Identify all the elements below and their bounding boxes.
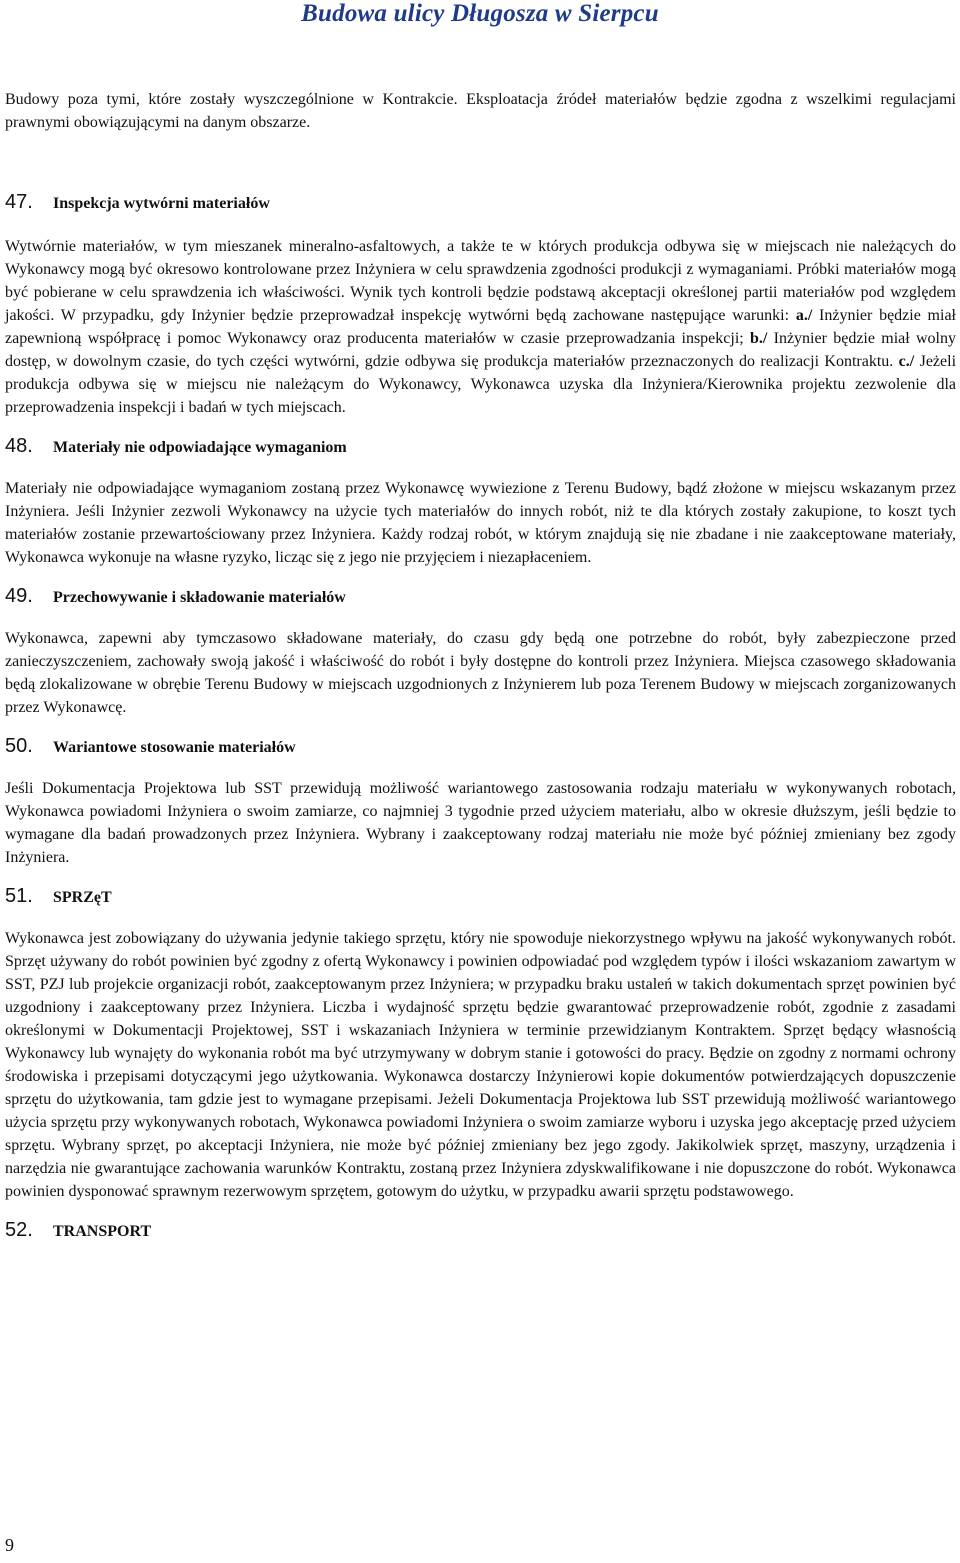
section-paragraph-47 (5, 235, 956, 419)
list-marker-a: a./ (795, 307, 813, 324)
section-heading-48 (5, 435, 956, 459)
intro-paragraph: Budowy poza tymi, które zostały wyszczególnione w Kontrakcie. Eksploatacja źródeł materiałów będzie zgodna z wszelkimi regulacjami prawnymi obowiązującymi na danym obszarze. (5, 91, 956, 131)
section-heading-47 (5, 191, 956, 215)
section-title: Materiały nie odpowiadające wymaganiom (53, 439, 347, 456)
paragraph-text: Wytwórnie materiałów, w tym mieszanek mineralno-asfaltowych, a także te w których produkcja odbywa się w miejscach nie należących do Wykonawcy mogą być okresowo kontrolowane przez Inżyniera w celu sprawdzenia zgodności produkcji z wymaganiami. Próbki materiałów mogą być pobierane w celu sprawdzenia ich właściwości. Wynik tych kontroli będzie podstawą akceptacji określonej partii materiałów pod względem jakości. W przypadku, gdy Inżynier będzie przeprowadzał inspekcję wytwórni będą zachowane następujące warunki: (5, 238, 956, 324)
page-header (0, 0, 960, 28)
document-title: Budowa ulicy Długosza w Sierpcu (301, 0, 659, 27)
section-heading-52 (5, 1219, 956, 1243)
section-number: 52. (5, 1219, 33, 1241)
list-marker-c: c./ (898, 353, 915, 370)
section-heading-50 (5, 735, 956, 759)
section-title: SPRZęT (53, 889, 112, 906)
section-number: 47. (5, 191, 33, 213)
paragraph-text: Inżynier będzie miał wolny dostęp, w dowolnym czasie, do tych części wytwórni, gdzie odbywa się produkcja materiałów przeznaczonych do realizacji Kontraktu. (5, 330, 956, 370)
list-marker-b: b./ (750, 330, 768, 347)
section-title: Inspekcja wytwórni materiałów (53, 195, 270, 212)
section-paragraph-51: Wykonawca jest zobowiązany do używania jedynie takiego sprzętu, który nie spowoduje niekorzystnego wpływu na jakość wykonywanych robót. Sprzęt używany do robót powinien być zgodny z ofertą Wykonawcy i powinien odpowiadać pod względem typów i ilości wskazaniom zawartym w SST, PZJ lub projekcie organizacji robót, zaakceptowanym przez Inżyniera; w przypadku braku ustaleń w takich dokumentach sprzęt powinien być uzgodniony i zaakceptowany przez Inżyniera. Liczba i wydajność sprzętu będzie gwarantować przeprowadzenie robót, zgodnie z zasadami określonymi w Dokumentacji Projektowej, SST i wskazaniach Inżyniera w terminie przewidzianym Kontraktem. Sprzęt będący własnością Wykonawcy lub wynajęty do wykonania robót ma być utrzymywany w dobrym stanie i gotowości do pracy. Będzie on zgodny z normami ochrony środowiska i przepisami dotyczącymi jego użytkowania. Wykonawca dostarczy Inżynierowi kopie dokumentów potwierdzających dopuszczenie sprzętu do użytkowania, tam gdzie jest to wymagane przepisami. Jeżeli Dokumentacja Projektowa lub SST przewidują możliwość wariantowego użycia sprzętu przy wykonywanych robotach, Wykonawca powiadomi Inżyniera o swoim zamiarze wyboru i uzyska jego akceptację przed użyciem sprzętu. Wybrany sprzęt, po akceptacji Inżyniera, nie może być później zmieniany bez jego zgody. Jakikolwiek sprzęt, maszyny, urządzenia i narzędzia nie gwarantujące zachowania warunków Kontraktu, zostaną przez Inżyniera zdyskwalifikowane i nie dopuszczone do robót. Wykonawca powinien dysponować sprawnym rezerwowym sprzętem, gotowym do użytku, w przypadku awarii sprzętu podstawowego. (5, 930, 956, 1200)
section-paragraph-49: Wykonawca, zapewni aby tymczasowo składowane materiały, do czasu gdy będą one potrzebne do robót, były zabezpieczone przed zanieczyszczeniem, zachowały swoją jakość i właściwość do robót i były dostępne do kontroli przez Inżyniera. Miejsca czasowego składowania będą zlokalizowane w obrębie Terenu Budowy w miejscach uzgodnionych z Inżynierem lub poza Terenem Budowy w miejscach zorganizowanych przez Wykonawcę. (5, 630, 956, 716)
paragraph-text: Inżynier będzie miał zapewnioną współpracę i pomoc Wykonawcy oraz producenta materiałów w czasie przeprowadzania inspekcji; (5, 307, 956, 347)
section-number: 49. (5, 585, 33, 607)
document-body (5, 88, 956, 1243)
paragraph-text: Jeżeli produkcja odbywa się w miejscu nie należącym do Wykonawcy, Wykonawca uzyska dla Inżyniera/Kierownika projektu zezwolenie dla przeprowadzenia inspekcji i badań w tych miejscach. (5, 353, 957, 416)
section-heading-51 (5, 885, 956, 909)
section-heading-49 (5, 585, 956, 609)
section-number: 48. (5, 435, 33, 457)
section-paragraph-50: Jeśli Dokumentacja Projektowa lub SST przewidują możliwość wariantowego zastosowania rodzaju materiału w wykonywanych robotach, Wykonawca powiadomi Inżyniera o swoim zamiarze, co najmniej 3 tygodnie przed użyciem materiału, albo w okresie dłuższym, jeśli będzie to wymagane dla badań prowadzonych przez Inżyniera. Wybrany i zaakceptowany rodzaj materiału nie może być później zmieniany bez zgody Inżyniera. (5, 780, 956, 866)
section-title: TRANSPORT (53, 1223, 152, 1240)
section-number: 50. (5, 735, 33, 757)
section-number: 51. (5, 885, 33, 907)
page-number: 9 (5, 1535, 14, 1555)
section-paragraph-48: Materiały nie odpowiadające wymaganiom zostaną przez Wykonawcę wywiezione z Terenu Budowy, bądź złożone w miejscu wskazanym przez Inżyniera. Jeśli Inżynier zezwoli Wykonawcy na użycie tych materiałów do innych robót, niż te dla których zostały zakupione, to koszt tych materiałów zostanie przewartościowany przez Inżyniera. Każdy rodzaj robót, w którym znajdują się nie zbadane i nie zaakceptowane materiały, Wykonawca wykonuje na własne ryzyko, licząc się z jego nie przyjęciem i niezapłaceniem. (5, 480, 956, 566)
section-title: Wariantowe stosowanie materiałów (53, 739, 296, 756)
section-title: Przechowywanie i składowanie materiałów (53, 589, 346, 606)
